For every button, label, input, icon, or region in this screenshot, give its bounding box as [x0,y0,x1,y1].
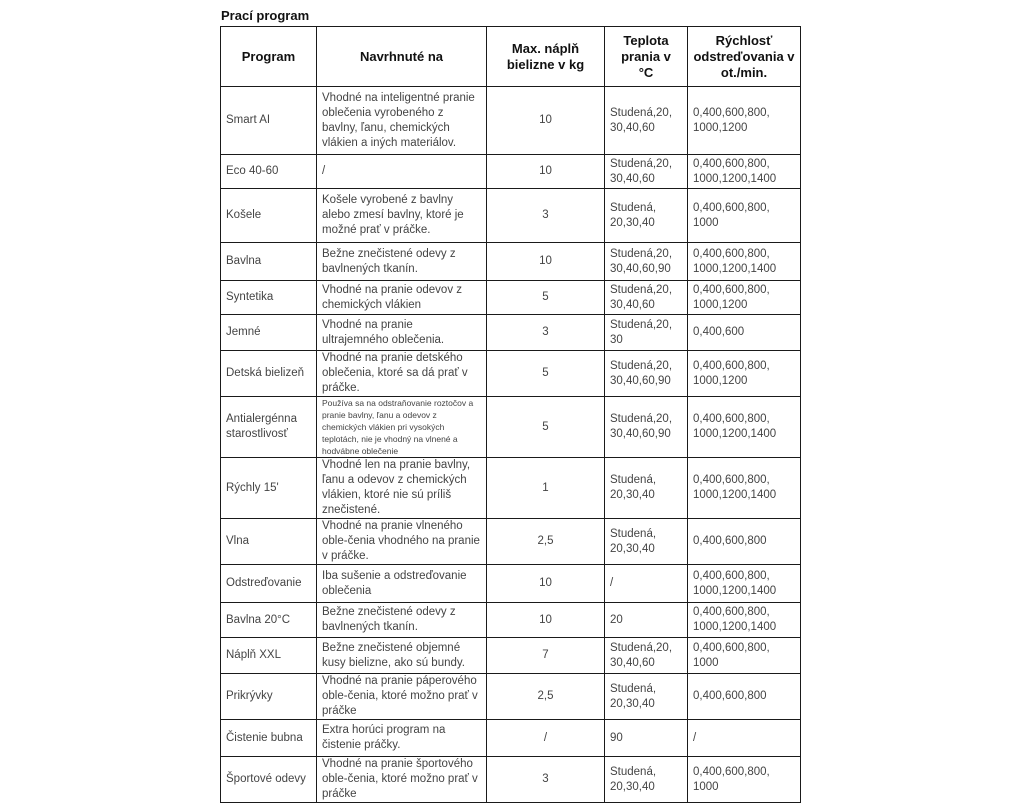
max-load-cell: 3 [487,315,605,351]
temperature-cell: Studená,20, 30,40,60 [605,281,688,315]
program-cell: Eco 40-60 [221,155,317,189]
spin-speed-cell: 0,400,600,800 [688,519,801,565]
temperature-cell: Studená,20, 30,40,60 [605,87,688,155]
program-cell: Košele [221,189,317,243]
spin-speed-cell: 0,400,600,800, 1000,1200,1400 [688,458,801,519]
temperature-cell: Studená, 20,30,40 [605,189,688,243]
temperature-cell: Studená,20, 30 [605,315,688,351]
program-cell: Vlna [221,519,317,565]
temperature-cell: Studená, 20,30,40 [605,519,688,565]
table-row [221,603,801,638]
spin-speed-cell: 0,400,600,800, 1000,1200,1400 [688,397,801,458]
max-load-cell: 3 [487,757,605,803]
spin-speed-cell: 0,400,600,800, 1000 [688,189,801,243]
temperature-cell: Studená,20, 30,40,60 [605,638,688,674]
table-row [221,281,801,315]
table-row [221,315,801,351]
spin-speed-cell: 0,400,600,800, 1000,1200 [688,87,801,155]
designed-for-cell: Bežne znečistené objemné kusy bielizne, ako sú bundy. [317,638,487,674]
program-cell: Čistenie bubna [221,720,317,757]
designed-for-cell: Vhodné na inteligentné pranie oblečenia vyrobeného z bavlny, ľanu, chemických vlákien a iných materiálov. [317,87,487,155]
designed-for-cell: Vhodné na pranie športového oble-čenia, ktoré možno prať v práčke [317,757,487,803]
header-row [221,27,801,87]
designed-for-cell: Bežne znečistené odevy z bavlnených tkanín. [317,603,487,638]
header-spin-speed: Rýchlosť odstreďovania v ot./min. [688,27,801,87]
designed-for-cell: / [317,155,487,189]
table-row [221,674,801,720]
program-cell: Antialergénna starostlivosť [221,397,317,458]
header-designed-for: Navrhnuté na [317,27,487,87]
spin-speed-cell: 0,400,600,800 [688,674,801,720]
max-load-cell: 2,5 [487,519,605,565]
designed-for-cell: Iba sušenie a odstreďovanie oblečenia [317,565,487,603]
max-load-cell: 5 [487,397,605,458]
header-program: Program [221,27,317,87]
table-row [221,189,801,243]
temperature-cell: Studená,20, 30,40,60 [605,155,688,189]
spin-speed-cell: 0,400,600 [688,315,801,351]
table-row [221,638,801,674]
spin-speed-cell: 0,400,600,800, 1000,1200 [688,281,801,315]
max-load-cell: 5 [487,281,605,315]
temperature-cell: / [605,565,688,603]
temperature-cell: Studená,20, 30,40,60,90 [605,243,688,281]
spin-speed-cell: 0,400,600,800, 1000,1200,1400 [688,155,801,189]
max-load-cell: / [487,720,605,757]
designed-for-cell: Extra horúci program na čistenie práčky. [317,720,487,757]
spin-speed-cell: 0,400,600,800, 1000 [688,757,801,803]
table-title: Prací program [221,8,310,23]
spin-speed-cell: 0,400,600,800, 1000,1200,1400 [688,243,801,281]
table-row [221,351,801,397]
program-cell: Športové odevy [221,757,317,803]
program-cell: Bavlna 20°C [221,603,317,638]
designed-for-cell: Vhodné na pranie odevov z chemických vlákien [317,281,487,315]
temperature-cell: Studená,20, 30,40,60,90 [605,397,688,458]
table-row [221,155,801,189]
header-temperature: Teplota prania v °C [605,27,688,87]
spin-speed-cell: 0,400,600,800, 1000 [688,638,801,674]
temperature-cell: Studená, 20,30,40 [605,458,688,519]
program-cell: Smart AI [221,87,317,155]
table-row [221,397,801,458]
designed-for-cell: Bežne znečistené odevy z bavlnených tkanín. [317,243,487,281]
table-row [221,87,801,155]
spin-speed-cell: 0,400,600,800, 1000,1200,1400 [688,565,801,603]
program-cell: Prikrývky [221,674,317,720]
max-load-cell: 3 [487,189,605,243]
table-row [221,519,801,565]
max-load-cell: 10 [487,87,605,155]
program-cell: Jemné [221,315,317,351]
max-load-cell: 10 [487,243,605,281]
max-load-cell: 5 [487,351,605,397]
table-row [221,243,801,281]
spin-speed-cell: 0,400,600,800, 1000,1200 [688,351,801,397]
temperature-cell: 20 [605,603,688,638]
spin-speed-cell: / [688,720,801,757]
max-load-cell: 10 [487,155,605,189]
designed-for-cell: Vhodné na pranie detského oblečenia, ktoré sa dá prať v práčke. [317,351,487,397]
max-load-cell: 7 [487,638,605,674]
program-cell: Rýchly 15' [221,458,317,519]
program-cell: Náplň XXL [221,638,317,674]
table-row [221,757,801,803]
designed-for-cell: Košele vyrobené z bavlny alebo zmesí bavlny, ktoré je možné prať v práčke. [317,189,487,243]
temperature-cell: Studená, 20,30,40 [605,674,688,720]
max-load-cell: 10 [487,565,605,603]
designed-for-cell: Vhodné len na pranie bavlny, ľanu a odevov z chemických vlákien, ktoré nie sú príliš znečistené. [317,458,487,519]
table-row [221,720,801,757]
program-cell: Detská bielizeň [221,351,317,397]
temperature-cell: Studená,20, 30,40,60,90 [605,351,688,397]
temperature-cell: Studená, 20,30,40 [605,757,688,803]
max-load-cell: 2,5 [487,674,605,720]
max-load-cell: 10 [487,603,605,638]
program-cell: Odstreďovanie [221,565,317,603]
wash-programs-table [220,26,801,803]
table-row [221,565,801,603]
program-cell: Bavlna [221,243,317,281]
designed-for-cell: Vhodné na pranie ultrajemného oblečenia. [317,315,487,351]
temperature-cell: 90 [605,720,688,757]
table-row [221,458,801,519]
max-load-cell: 1 [487,458,605,519]
program-cell: Syntetika [221,281,317,315]
designed-for-cell: Vhodné na pranie vlneného oble-čenia vhodného na pranie v práčke. [317,519,487,565]
designed-for-cell: Používa sa na odstraňovanie roztočov a pranie bavlny, ľanu a odevov z chemických vlákien pri vysokých teplotách, nie je vhodný na vlnené a hodvábne oblečenie [317,397,487,458]
designed-for-cell: Vhodné na pranie páperového oble-čenia, ktoré možno prať v práčke [317,674,487,720]
header-max-load: Max. náplň bielizne v kg [487,27,605,87]
spin-speed-cell: 0,400,600,800, 1000,1200,1400 [688,603,801,638]
